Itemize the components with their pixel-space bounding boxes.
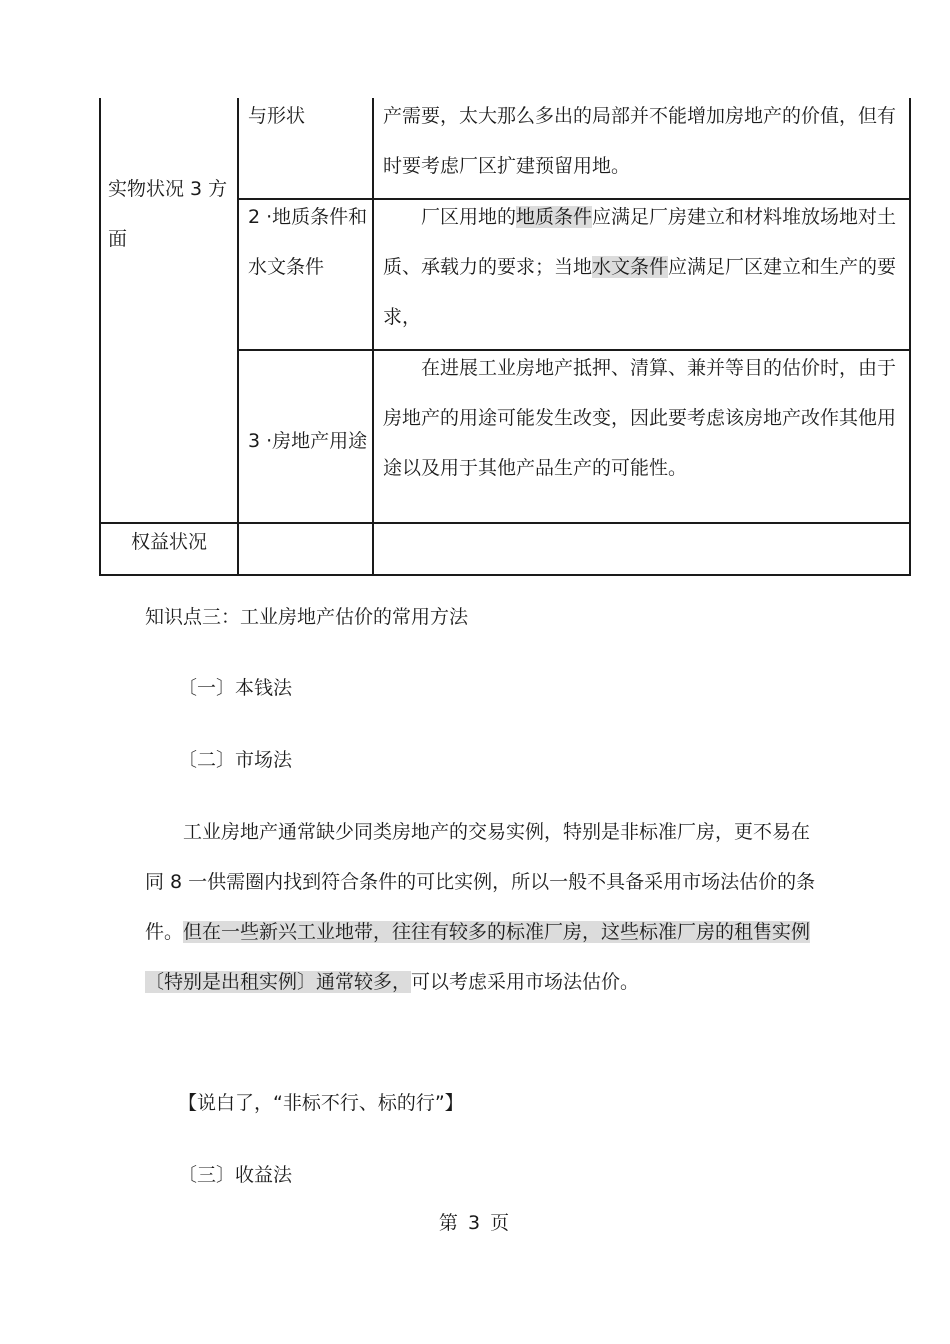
- market-method-paragraph: 工业房地产通常缺少同类房地产的交易实例，特别是非标准厂房，更不易在同 8 一供需圈内找到符合条件的可比实例，所以一般不具备采用市场法估价的条件。但在一些新兴工业地带，往往有较多的标准厂房，这些标准厂房的租售实例〔特别是出租实例〕通常较多，可以考虑采用市场法估价。: [145, 821, 816, 993]
- row1-text: 产需要，太大那么多出的局部并不能增加房地产的价值，但有时要考虑厂区扩建预留用地。: [383, 105, 897, 177]
- knowledge-point-3-title: 知识点三：工业房地产估价的常用方法: [145, 606, 469, 628]
- category-rights: 权益状况: [130, 531, 207, 553]
- highlight-standard-plant: 但在一些新兴工业地带，往往有较多的标准厂房，这些标准厂房的租售实例〔特别是出租实例〕通常较多，: [145, 921, 811, 993]
- section-cost-method: 〔一〕本钱法: [178, 677, 293, 699]
- note-plain-words: 【说白了，“非标不行、标的行”】: [178, 1092, 464, 1114]
- highlight-geology: 地质条件: [516, 206, 593, 228]
- row2-label: 2 ·地质条件和水文条件: [248, 206, 368, 278]
- row3-text: 在进展工业房地产抵押、清算、兼并等目的估价时，由于房地产的用途可能发生改变，因此要考虑该房地产改作其他用途以及用于其他产品生产的可能性。: [383, 357, 897, 479]
- row2-text: 厂区用地的地质条件应满足厂房建立和材料堆放场地对土质、承载力的要求；当地水文条件应满足厂区建立和生产的要求，: [383, 206, 897, 328]
- section-market-method: 〔二〕市场法: [178, 749, 293, 771]
- page-number: 第 3 页: [438, 1212, 512, 1234]
- section-income-method: 〔三〕收益法: [178, 1164, 293, 1186]
- category-physical: 实物状况 3 方面: [108, 178, 228, 250]
- highlight-hydrology: 水文条件: [592, 256, 669, 278]
- row1-label: 与形状: [248, 105, 306, 127]
- row3-label: 3 ·房地产用途: [248, 430, 368, 452]
